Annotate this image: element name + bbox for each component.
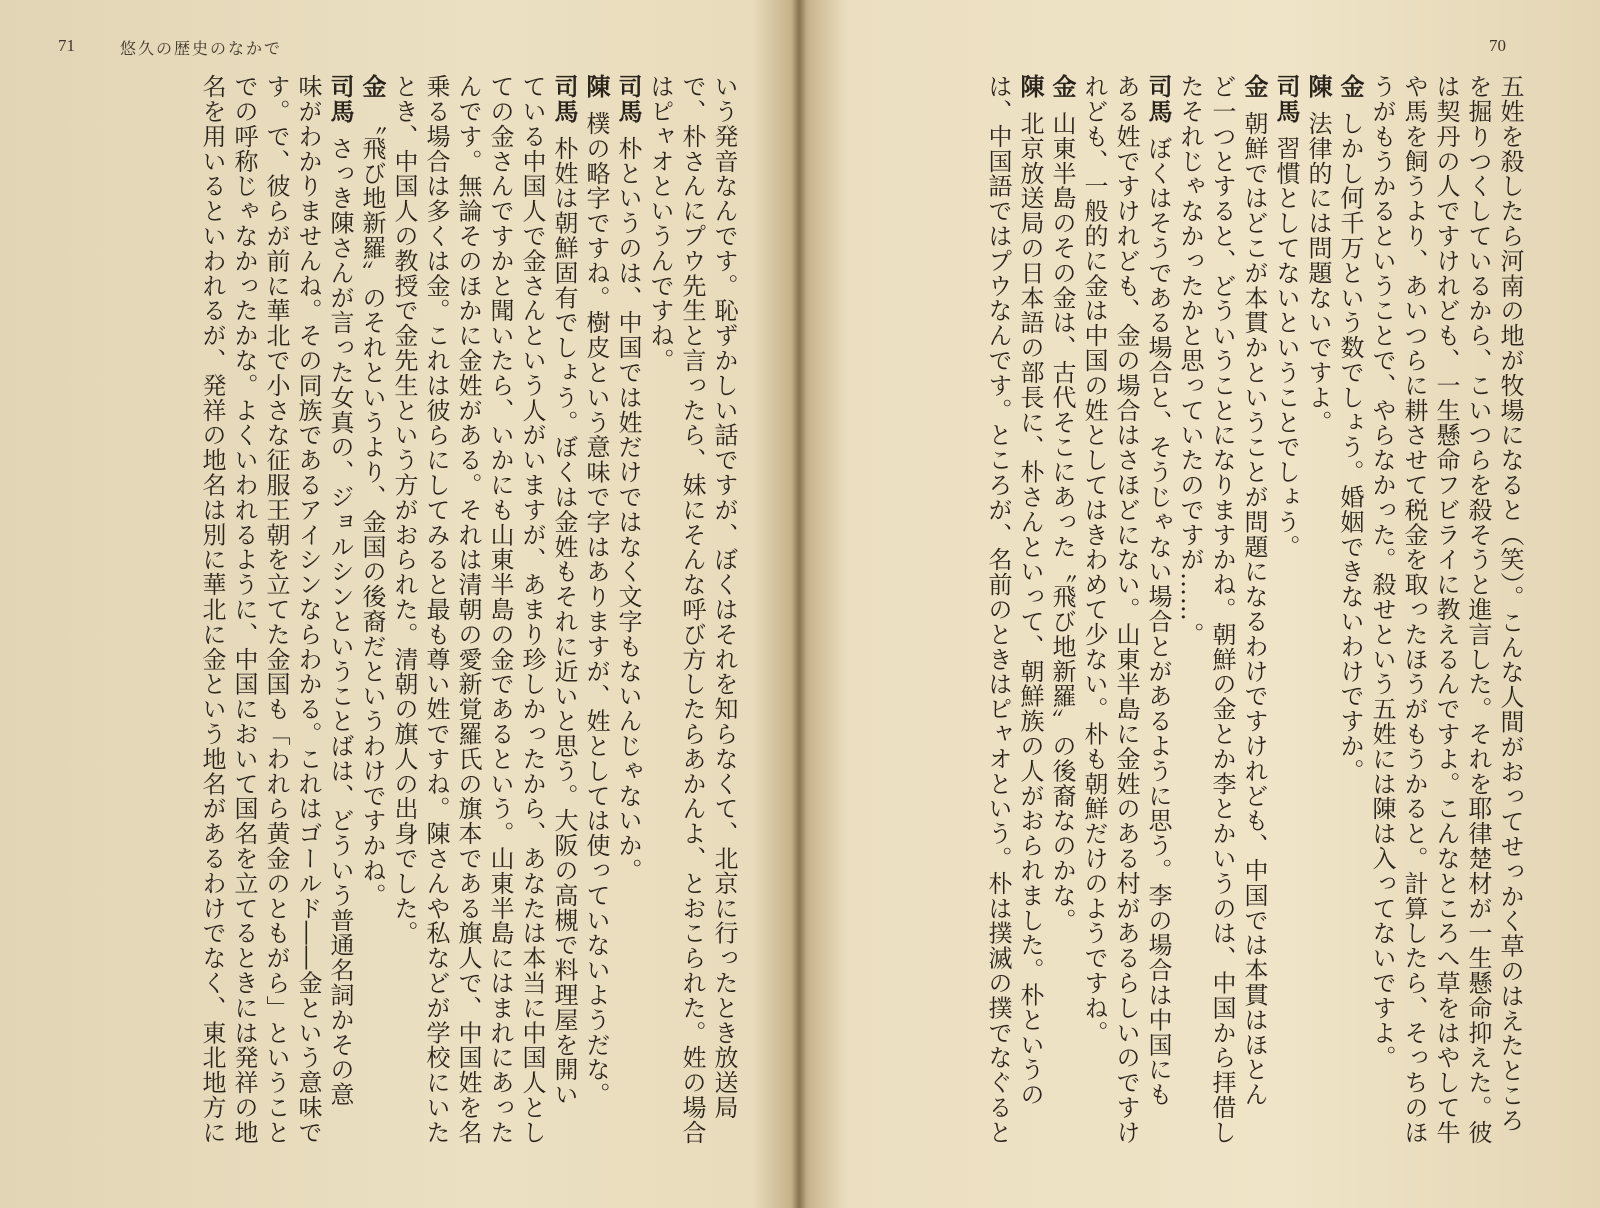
line-text: 〝飛び地新羅〟のそれというより、金国の後裔だというわけですかね。 (358, 110, 386, 908)
speaker-label: 金 (1048, 74, 1077, 99)
speaker-label: 陳 (1016, 74, 1045, 99)
line-text: はピャオというんですね。 (646, 74, 674, 373)
line-text: を掘りつくしているから、こいつらを殺そうと進言した。それを耶律楚材が一生懸命抑えた。彼 (1464, 74, 1492, 1145)
line-text: しかし何千万という数でしょう。婚姻できないわけですか。 (1336, 110, 1364, 784)
line-text: うがもうかるということで、やらなかった。殺せという五姓には陳は入ってないですよ。 (1368, 74, 1396, 1070)
line-text: で、朴さんにプウ先生と言ったら、妹にそんな呼び方したらあかんよ、とおこられた。姓の場合 (678, 74, 706, 1145)
line-text: ての金さんですかと聞いたら、いかにも山東半島の金であるという。山東半島にはまれにあった (486, 74, 514, 1145)
speaker-label: 金 (1336, 74, 1365, 99)
speaker-label: 金 (1240, 74, 1269, 99)
line-text: 朴姓は朝鮮固有でしょう。ぼくは金姓もそれに近いと思う。大阪の高槻で料理屋を開い (550, 135, 578, 1107)
line-text: ぼくはそうである場合と、そうじゃない場合とがあるように思う。李の場合は中国にも (1144, 135, 1172, 1107)
speaker-label: 陳 (1304, 74, 1333, 99)
text-line (580, 74, 612, 1184)
line-text: は契丹の人ですけれども、一生懸命フビライに教えるんですよ。こんなところへ草をはやして牛 (1432, 74, 1460, 1145)
speaker-label: 司馬 (550, 74, 579, 124)
line-text: 五姓を殺したら河南の地が牧場になると（笑）。こんな人間がおってせっかく草のはえたところ (1496, 74, 1524, 1133)
line-text: とき、中国人の教授で金先生という方がおられた。清朝の旗人の出身でした。 (390, 74, 418, 946)
text-line (388, 74, 420, 1184)
right-page (806, 0, 1600, 1208)
text-line (1334, 74, 1366, 1184)
text-line (452, 74, 484, 1184)
line-text: 名を用いるといわれるが、発祥の地名は別に華北に金という地名があるわけでなく、東北地方に (198, 74, 226, 1145)
line-text: たそれじゃなかったかと思っていたのですが……。 (1176, 74, 1204, 647)
text-line (1046, 74, 1078, 1184)
line-text: は、中国語ではプウなんです。ところが、名前のときはピャオという。朴は撲滅の撲でなぐると (984, 74, 1012, 1145)
text-line (324, 74, 356, 1184)
text-line (612, 74, 644, 1184)
text-line (1142, 74, 1174, 1184)
text-line (676, 74, 708, 1184)
page-number: 71 (58, 36, 75, 55)
text-line (982, 74, 1014, 1184)
text-line (356, 74, 388, 1184)
text-line (1206, 74, 1238, 1184)
text-line (548, 74, 580, 1184)
text-line (708, 74, 740, 1184)
line-text: や馬を飼うより、あいつらに耕させて税金を取ったほうがもうかると。計算したら、そっちのほ (1400, 74, 1428, 1145)
text-line (1398, 74, 1430, 1184)
text-line (1014, 74, 1046, 1184)
text-line (484, 74, 516, 1184)
right-text-block (826, 74, 1526, 1184)
speaker-label: 金 (358, 74, 387, 99)
running-head: 悠久の歴史のなかで (120, 39, 283, 58)
line-text: 習慣としてないということでしょう。 (1272, 135, 1300, 560)
text-line (260, 74, 292, 1184)
speaker-label: 陳 (582, 74, 611, 99)
line-text: 山東半島のその金は、古代そこにあった〝飛び地新羅〟の後裔なのかな。 (1048, 110, 1076, 933)
line-text: 味がわかりませんね。その同族であるアイシンならわかる。これはゴールド――金という意味で (294, 74, 322, 1145)
page-number: 70 (1489, 36, 1506, 55)
text-line (644, 74, 676, 1184)
speaker-label: 司馬 (1272, 74, 1301, 124)
text-line (1238, 74, 1270, 1184)
left-text-block (40, 74, 740, 1184)
text-line (420, 74, 452, 1184)
text-line (228, 74, 260, 1184)
text-line (1078, 74, 1110, 1184)
speaker-label: 司馬 (1144, 74, 1173, 124)
line-text: れども、一般的に金は中国の姓としてはきわめて少ない。朴も朝鮮だけのようですね。 (1080, 74, 1108, 1046)
text-line (196, 74, 228, 1184)
text-line (1174, 74, 1206, 1184)
text-line (1462, 74, 1494, 1184)
speaker-label: 司馬 (614, 74, 643, 124)
text-line (1302, 74, 1334, 1184)
line-text: 朴というのは、中国では姓だけではなく文字もないんじゃないか。 (614, 135, 642, 883)
line-text: んです。無論そのほかに金姓がある。それは清朝の愛新覚羅氏の旗本である旗人で、中国姓を名 (454, 74, 482, 1145)
line-text: 朝鮮ではどこが本貫かということが問題になるわけですけれども、中国では本貫はほとん (1240, 110, 1268, 1107)
line-text: す。で、彼らが前に華北で小さな征服王朝を立てた金国も「われら黄金のともがら」ということ (262, 74, 290, 1145)
speaker-label: 司馬 (326, 74, 355, 124)
line-text: 北京放送局の日本語の部長に、朴さんといって、朝鮮族の人がおられました。朴というの (1016, 110, 1044, 1107)
text-line (1494, 74, 1526, 1184)
line-text: いう発音なんです。恥ずかしい話ですが、ぼくはそれを知らなくて、北京に行ったとき放送局 (710, 74, 738, 1120)
text-line (1270, 74, 1302, 1184)
line-text: での呼称じゃなかったかな。よくいわれるように、中国において国名を立てるときには発祥の地 (230, 74, 258, 1145)
text-line (1366, 74, 1398, 1184)
line-text: 乗る場合は多くは金。これは彼らにしてみると最も尊い姓ですね。陳さんや私などが学校にいた (422, 74, 450, 1145)
line-text: ど一つとすると、どういうことになりますかね。朝鮮の金とか李とかいうのは、中国から拝借し (1208, 74, 1236, 1145)
line-text: ている中国人で金さんという人がいますが、あまり珍しかったから、あなたは本当に中国人とし (518, 74, 546, 1145)
text-line (516, 74, 548, 1184)
line-text: ある姓ですけれども、金の場合はさほどにない。山東半島に金姓のある村があるらしいのですけ (1112, 74, 1140, 1145)
line-text: 樸の略字ですね。樹皮という意味で字はありますが、姓としては使っていないようだな。 (582, 110, 610, 1107)
book-spine (792, 0, 806, 1208)
text-line (1110, 74, 1142, 1184)
line-text: さっき陳さんが言った女真の、ジョルシンということばは、どういう普通名詞かその意 (326, 135, 354, 1107)
line-text: 法律的には問題ないですよ。 (1304, 110, 1332, 435)
left-page (0, 0, 792, 1208)
text-line (292, 74, 324, 1184)
text-line (1430, 74, 1462, 1184)
